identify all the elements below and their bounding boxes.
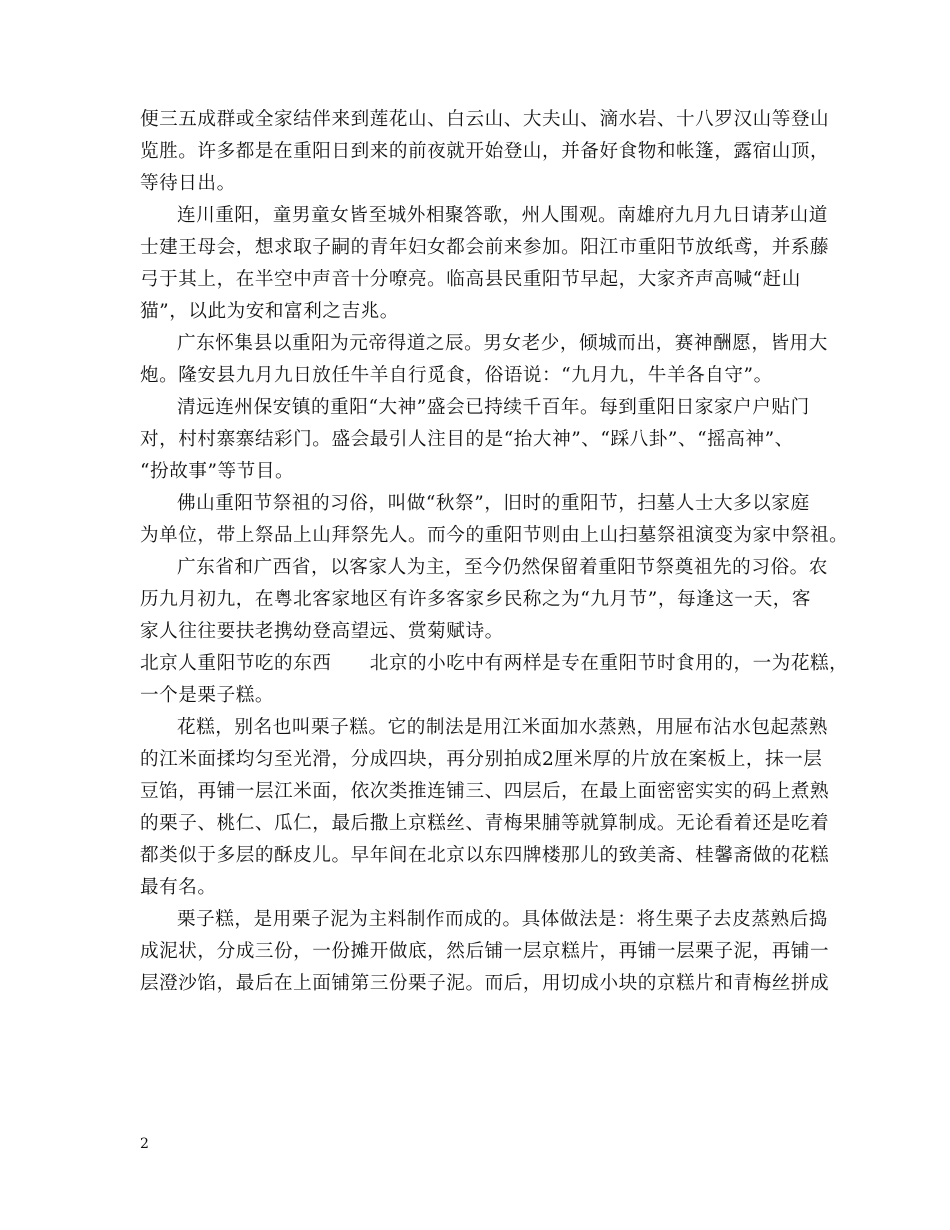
text-line: 对，村村寨寨结彩门。盛会最引人注目的是“抬大神”、“踩八卦”、“摇高神”、 xyxy=(140,429,794,450)
text-line: 栗子糕，是用栗子泥为主料制作而成的。具体做法是：将生栗子去皮蒸熟后捣 xyxy=(177,909,828,930)
text-line: 的江米面揉均匀至光滑，分成四块，再分别拍成2厘米厚的片放在案板上，抹一层 xyxy=(140,749,823,770)
text-line: 北京人重阳节吃的东西 北京的小吃中有两样是专在重阳节时食用的，一为花糕， xyxy=(140,653,849,674)
page-number: 2 xyxy=(140,1136,149,1152)
text-line: 的栗子、桃仁、瓜仁，最后撒上京糕丝、青梅果脯等就算制成。无论看着还是吃着 xyxy=(140,813,830,834)
text-line: 连川重阳，童男童女皆至城外相聚答歌，州人围观。南雄府九月九日请茅山道 xyxy=(177,205,828,226)
text-line: 炮。隆安县九月九日放任牛羊自行觅食，俗语说：“九月九，牛羊各自守”。 xyxy=(140,365,773,386)
text-line: 弓于其上，在半空中声音十分嘹亮。临高县民重阳节早起，大家齐声高喊“赶山 xyxy=(140,269,801,290)
text-line: 都类似于多层的酥皮儿。早年间在北京以东四牌楼那儿的致美斋、桂馨斋做的花糕 xyxy=(140,845,830,866)
text-line: 广东省和广西省，以客家人为主，至今仍然保留着重阳节祭奠祖先的习俗。农 xyxy=(177,557,828,578)
text-line: 家人往往要扶老携幼登高望远、赏菊赋诗。 xyxy=(140,621,504,642)
text-line: 一个是栗子糕。 xyxy=(140,685,275,706)
text-line: 历九月初九，在粤北客家地区有许多客家乡民称之为“九月节”，每逢这一天，客 xyxy=(140,589,811,610)
text-line: 最有名。 xyxy=(140,877,217,898)
text-line: 花糕，别名也叫栗子糕。它的制法是用江米面加水蒸熟，用屉布沾水包起蒸熟 xyxy=(177,717,828,738)
document-body xyxy=(140,104,849,1000)
text-line: 览胜。许多都是在重阳日到来的前夜就开始登山，并备好食物和帐篷，露宿山顶， xyxy=(140,141,830,162)
text-line: 佛山重阳节祭祖的习俗，叫做“秋祭”，旧时的重阳节，扫墓人士大多以家庭 xyxy=(177,493,810,514)
text-line: 便三五成群或全家结伴来到莲花山、白云山、大夫山、滴水岩、十八罗汉山等登山 xyxy=(140,109,830,130)
text-line: 清远连州保安镇的重阳“大神”盛会已持续千百年。每到重阳日家家户户贴门 xyxy=(177,397,810,418)
text-line: 为单位，带上祭品上山拜祭先人。而今的重阳节则由上山扫墓祭祖演变为家中祭祖。 xyxy=(140,525,849,546)
text-line: 士建王母会，想求取子嗣的青年妇女都会前来参加。阳江市重阳节放纸鸢，并系藤 xyxy=(140,237,830,258)
text-line: 广东怀集县以重阳为元帝得道之辰。男女老少，倾城而出，赛神酬愿，皆用大 xyxy=(177,333,828,354)
text-line: 豆馅，再铺一层江米面，依次类推连铺三、四层后，在最上面密密实实的码上煮熟 xyxy=(140,781,830,802)
text-line: 等待日出。 xyxy=(140,173,236,194)
text-line: “扮故事”等节目。 xyxy=(140,461,295,482)
text-line: 猫”，以此为安和富利之吉兆。 xyxy=(140,301,399,322)
text-line: 成泥状，分成三份，一份摊开做底，然后铺一层京糕片，再铺一层栗子泥，再铺一 xyxy=(140,941,830,962)
text-line: 层澄沙馅，最后在上面铺第三份栗子泥。而后，用切成小块的京糕片和青梅丝拼成 xyxy=(140,973,830,994)
